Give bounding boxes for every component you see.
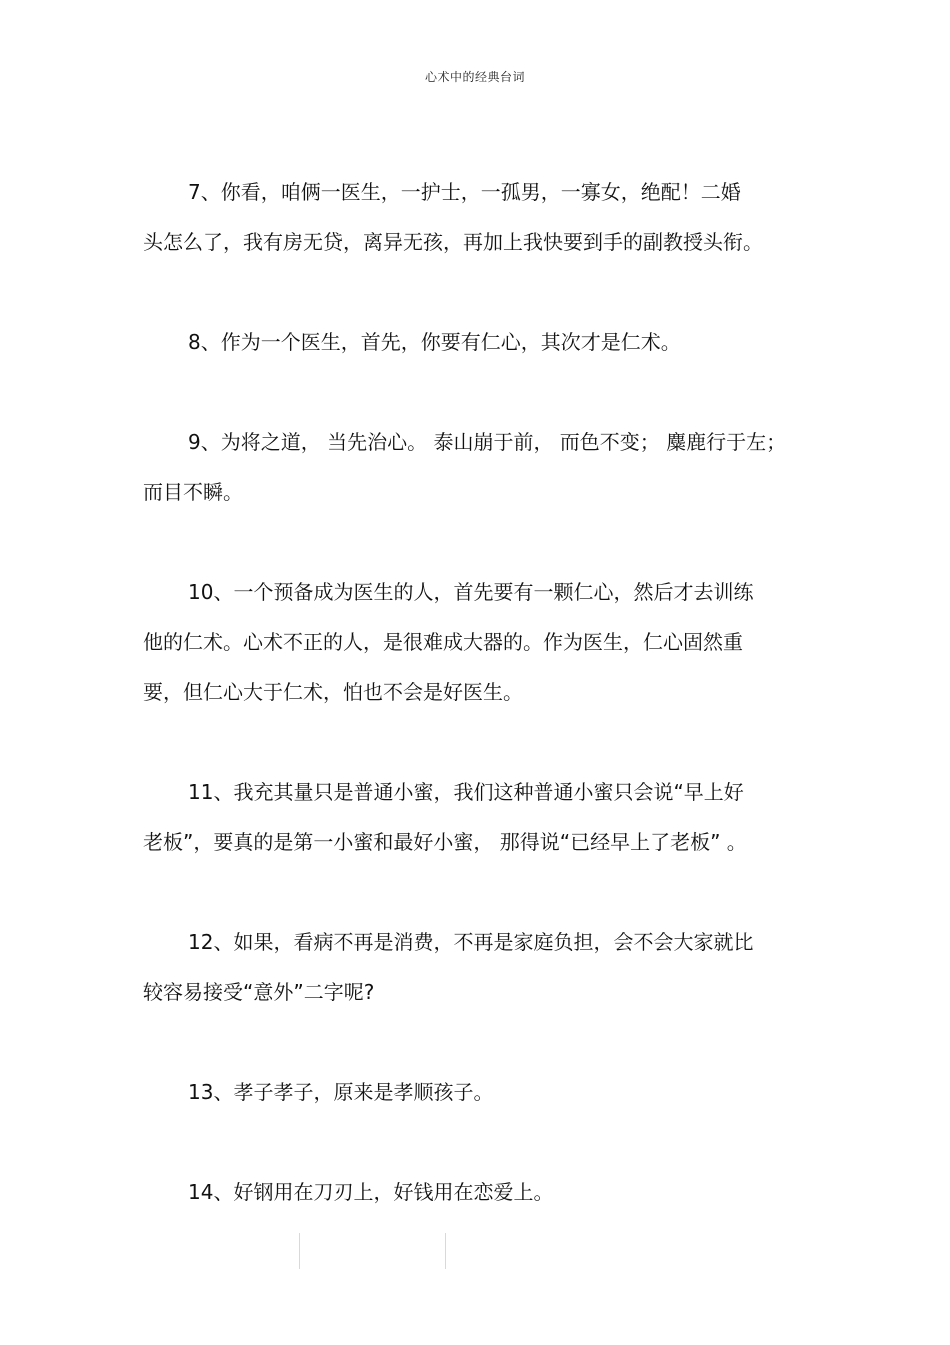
- page-header-title: 心术中的经典台词: [424, 70, 525, 84]
- paragraph-8-line-1: 8、作为一个医生，首先，你要有仁心，其次才是仁术。: [188, 330, 681, 354]
- paragraph-10-line-2: 他的仁术。心术不正的人，是很难成大器的。作为医生，仁心固然重: [143, 630, 743, 654]
- paragraph-11-line-1: 11、我充其量只是普通小蜜，我们这种普通小蜜只会说“早上好: [188, 780, 744, 804]
- vertical-divider-left: [299, 1233, 300, 1269]
- paragraph-7-line-1: 7、你看，咱俩一医生，一护士，一孤男，一寡女，绝配！二婚: [188, 180, 741, 204]
- paragraph-12-line-1: 12、如果，看病不再是消费，不再是家庭负担，会不会大家就比: [188, 930, 754, 954]
- vertical-divider-right: [445, 1233, 446, 1269]
- paragraph-9-line-2: 而目不瞬。: [143, 480, 243, 504]
- paragraph-9-line-1: 9、为将之道， 当先治心。 泰山崩于前， 而色不变； 麋鹿行于左；: [188, 430, 787, 454]
- paragraph-11-line-2: 老板”，要真的是第一小蜜和最好小蜜， 那得说“已经早上了老板” 。: [143, 830, 747, 854]
- paragraph-14-line-1: 14、好钢用在刀刃上，好钱用在恋爱上。: [188, 1180, 554, 1204]
- paragraph-10-line-1: 10、一个预备成为医生的人，首先要有一颗仁心，然后才去训练: [188, 580, 754, 604]
- paragraph-13-line-1: 13、孝子孝子，原来是孝顺孩子。: [188, 1080, 494, 1104]
- paragraph-7-line-2: 头怎么了，我有房无贷，离异无孩，再加上我快要到手的副教授头衔。: [143, 230, 763, 254]
- paragraph-10-line-3: 要，但仁心大于仁术，怕也不会是好医生。: [143, 680, 523, 704]
- paragraph-12-line-2: 较容易接受“意外”二字呢?: [143, 980, 375, 1004]
